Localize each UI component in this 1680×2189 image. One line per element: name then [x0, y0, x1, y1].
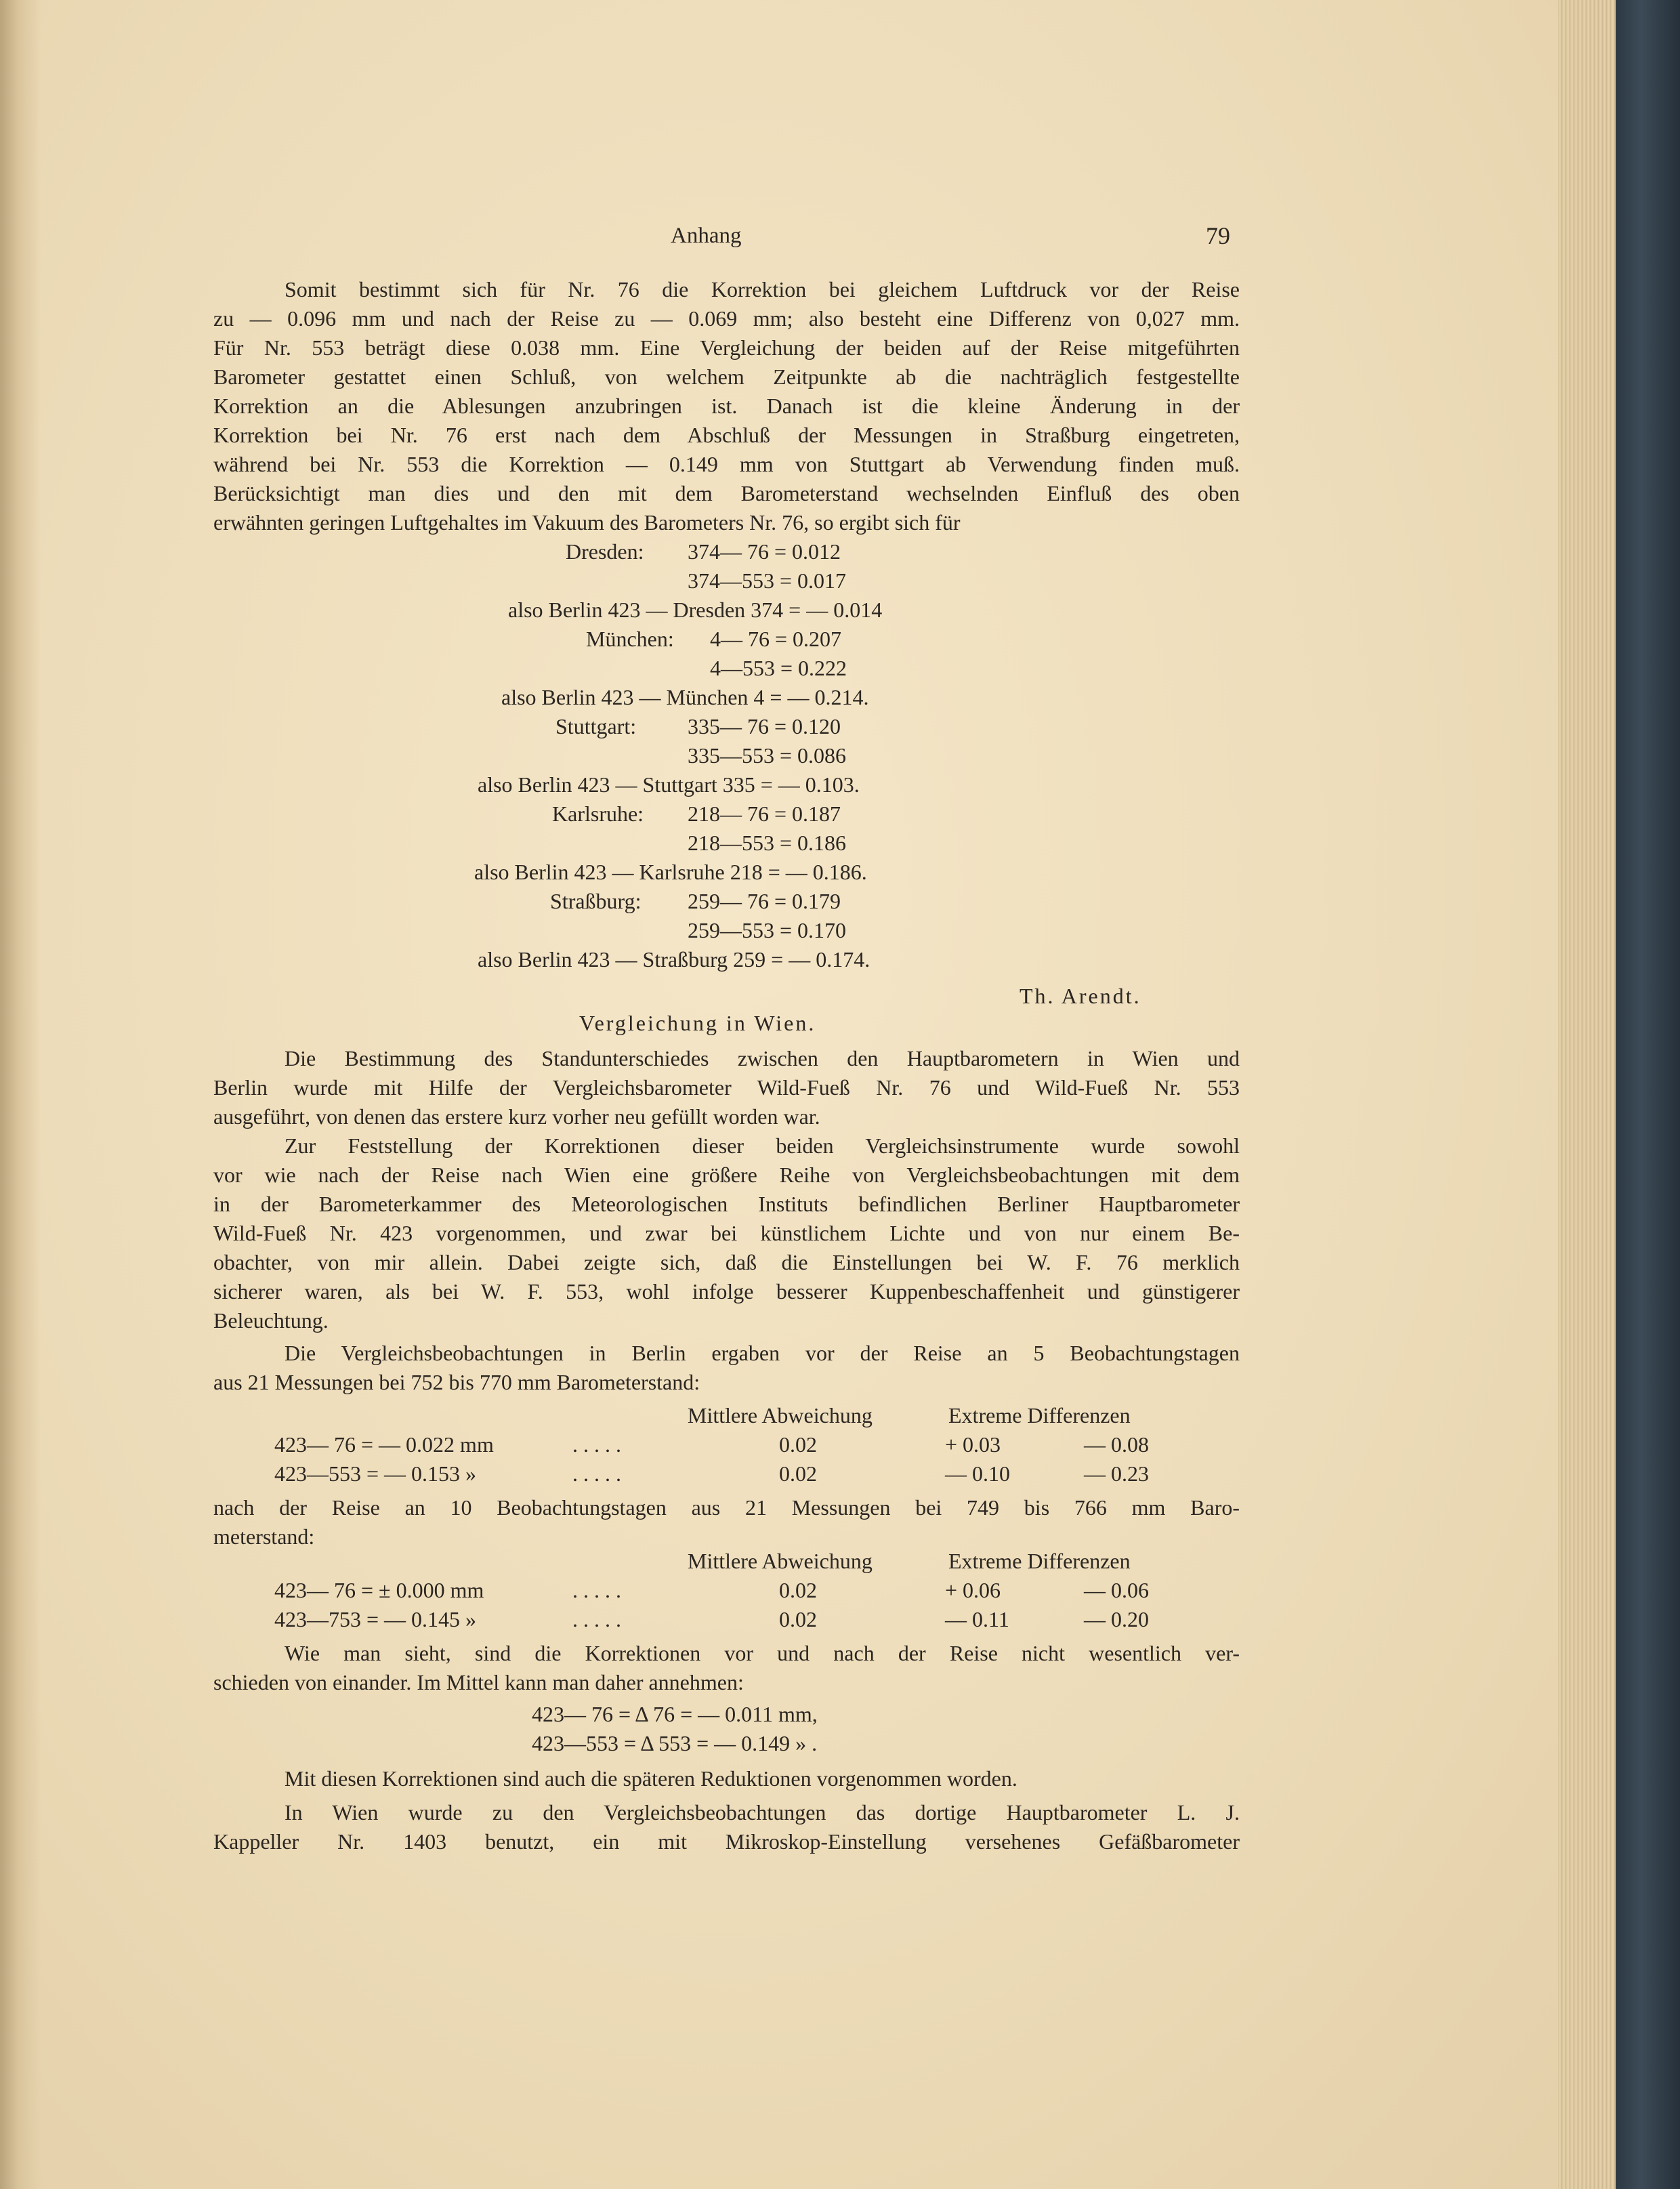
comparison-result: also Berlin 423 — Karlsruhe 218 = — 0.186.: [474, 860, 867, 884]
para3-line: Wild-Fueß Nr. 423 vorgenommen, und zwar bei künstlichem Lichte und von nur einem Be-: [213, 1221, 1240, 1245]
comparison-expr: 4— 76 = 0.207: [710, 627, 842, 651]
comparison-result: also Berlin 423 — Straßburg 259 = — 0.174.: [478, 947, 870, 972]
table2-header-mean: Mittlere Abweichung: [688, 1549, 873, 1573]
para1-line: zu — 0.096 mm und nach der Reise zu — 0.069 mm; also besteht eine Differenz von 0,027 mm.: [213, 306, 1240, 331]
table2-header-extreme: Extreme Differenzen: [948, 1549, 1131, 1573]
para2-line: Die Bestimmung des Standunterschiedes zwischen den Hauptbarometern in Wien und: [285, 1046, 1240, 1070]
para8-line: In Wien wurde zu den Vergleichsbeobachtungen das dortige Hauptbarometer L. J.: [285, 1800, 1240, 1825]
table1-header-mean: Mittlere Abweichung: [688, 1403, 873, 1427]
para6-line: Wie man sieht, sind die Korrektionen vor und nach der Reise nicht wesentlich ver-: [285, 1641, 1240, 1665]
table2-row-ext-plus: + 0.06: [945, 1578, 1001, 1602]
running-header: Anhang: [671, 224, 742, 248]
para4-line: aus 21 Messungen bei 752 bis 770 mm Barometerstand:: [213, 1370, 700, 1394]
comparison-expr: 218— 76 = 0.187: [688, 801, 841, 826]
page-number: 79: [1206, 222, 1230, 249]
para8-line: Kappeller Nr. 1403 benutzt, ein mit Mikroskop-Einstellung versehenes Gefäßbarometer: [213, 1829, 1240, 1854]
table1-row-ext-minus: — 0.08: [1084, 1432, 1149, 1457]
comparison-expr: 335— 76 = 0.120: [688, 714, 841, 738]
table1-row-ext-plus: + 0.03: [945, 1432, 1001, 1457]
para1-line: erwähnten geringen Luftgehaltes im Vakuum des Barometers Nr. 76, so ergibt sich für: [213, 510, 961, 535]
station-label: Karlsruhe:: [552, 801, 644, 826]
table1-row-ext-minus: — 0.23: [1084, 1461, 1149, 1486]
para1-line: Somit bestimmt sich für Nr. 76 die Korrektion bei gleichem Luftdruck vor der Reise: [285, 277, 1240, 301]
table1-row-dots: . . . . .: [572, 1461, 621, 1486]
section-heading: Vergleichung in Wien.: [579, 1011, 816, 1035]
table1-row-mean: 0.02: [779, 1461, 817, 1486]
comparison-expr: 259— 76 = 0.179: [688, 889, 841, 913]
comparison-result: also Berlin 423 — Stuttgart 335 = — 0.103.: [478, 772, 860, 797]
para3-line: Beleuchtung.: [213, 1308, 329, 1333]
para3-line: vor wie nach der Reise nach Wien eine größere Reihe von Vergleichsbeobachtungen mit dem: [213, 1163, 1240, 1187]
para1-line: Für Nr. 553 beträgt diese 0.038 mm. Eine Vergleichung der beiden auf der Reise mitgeführten: [213, 335, 1240, 360]
table2-row-dots: . . . . .: [572, 1578, 621, 1602]
table2-row-label: 423—753 = — 0.145 »: [274, 1607, 477, 1631]
table2-row-dots: . . . . .: [572, 1607, 621, 1631]
para2-line: ausgeführt, von denen das erstere kurz vorher neu gefüllt worden war.: [213, 1104, 820, 1129]
table1-row-label: 423—553 = — 0.153 »: [274, 1461, 477, 1486]
para1-line: während bei Nr. 553 die Korrektion — 0.149 mm von Stuttgart ab Verwendung finden muß.: [213, 452, 1240, 476]
station-label: Straßburg:: [550, 889, 642, 913]
comparison-expr: 374—553 = 0.017: [688, 568, 847, 593]
page-edge-stack: [1558, 0, 1616, 2189]
station-label: Dresden:: [566, 539, 644, 564]
para6-line: schieden von einander. Im Mittel kann man daher annehmen:: [213, 1670, 744, 1694]
comparison-expr: 259—553 = 0.170: [688, 918, 847, 942]
para1-line: Barometer gestattet einen Schluß, von welchem Zeitpunkte ab die nachträglich festgestellte: [213, 364, 1240, 389]
station-label: Stuttgart:: [555, 714, 637, 738]
comparison-result: also Berlin 423 — München 4 = — 0.214.: [501, 685, 869, 709]
para3-line: Zur Feststellung der Korrektionen dieser beiden Vergleichsinstrumente wurde sowohl: [285, 1133, 1240, 1158]
para5-line: nach der Reise an 10 Beobachtungstagen aus 21 Messungen bei 749 bis 766 mm Baro-: [213, 1495, 1240, 1520]
table2-row-ext-minus: — 0.06: [1084, 1578, 1149, 1602]
para1-line: Korrektion an die Ablesungen anzubringen ist. Danach ist die kleine Änderung in der: [213, 394, 1240, 418]
para3-line: obachter, von mir allein. Dabei zeigte sich, daß die Einstellungen bei W. F. 76 merklich: [213, 1250, 1240, 1274]
para2-line: Berlin wurde mit Hilfe der Vergleichsbarometer Wild-Fueß Nr. 76 und Wild-Fueß Nr. 553: [213, 1075, 1240, 1100]
formula-line: 423—553 = Δ 553 = — 0.149 » .: [532, 1731, 818, 1755]
comparison-expr: 4—553 = 0.222: [710, 656, 847, 680]
station-label: München:: [586, 627, 674, 651]
formula-line: 423— 76 = Δ 76 = — 0.011 mm,: [532, 1702, 818, 1726]
table2-row-mean: 0.02: [779, 1607, 817, 1631]
table1-header-extreme: Extreme Differenzen: [948, 1403, 1131, 1427]
comparison-expr: 374— 76 = 0.012: [688, 539, 841, 564]
para7-line: Mit diesen Korrektionen sind auch die späteren Reduktionen vorgenommen worden.: [285, 1766, 1017, 1791]
comparison-expr: 335—553 = 0.086: [688, 743, 847, 768]
table2-row-label: 423— 76 = ± 0.000 mm: [274, 1578, 484, 1602]
table2-row-ext-plus: — 0.11: [945, 1607, 1009, 1631]
para3-line: sicherer waren, als bei W. F. 553, wohl infolge besserer Kuppenbeschaffenheit und günstigerer: [213, 1279, 1240, 1304]
para3-line: in der Barometerkammer des Meteorologischen Instituts befindlichen Berliner Hauptbarometer: [213, 1192, 1240, 1216]
para1-line: Berücksichtigt man dies und den mit dem Barometerstand wechselnden Einfluß des oben: [213, 481, 1240, 505]
para1-line: Korrektion bei Nr. 76 erst nach dem Abschluß der Messungen in Straßburg eingetreten,: [213, 423, 1240, 447]
table2-row-ext-minus: — 0.20: [1084, 1607, 1149, 1631]
table1-row-mean: 0.02: [779, 1432, 817, 1457]
author-signature: Th. Arendt.: [1020, 984, 1141, 1008]
table1-row-ext-plus: — 0.10: [945, 1461, 1010, 1486]
table1-row-dots: . . . . .: [572, 1432, 621, 1457]
table1-row-label: 423— 76 = — 0.022 mm: [274, 1432, 494, 1457]
comparison-result: also Berlin 423 — Dresden 374 = — 0.014: [508, 598, 883, 622]
para4-line: Die Vergleichsbeobachtungen in Berlin ergaben vor der Reise an 5 Beobachtungstagen: [285, 1341, 1240, 1365]
para5-line: meterstand:: [213, 1524, 315, 1549]
gutter-shadow: [0, 0, 41, 2189]
book-cover-edge: [1616, 0, 1680, 2189]
comparison-expr: 218—553 = 0.186: [688, 831, 847, 855]
table2-row-mean: 0.02: [779, 1578, 817, 1602]
